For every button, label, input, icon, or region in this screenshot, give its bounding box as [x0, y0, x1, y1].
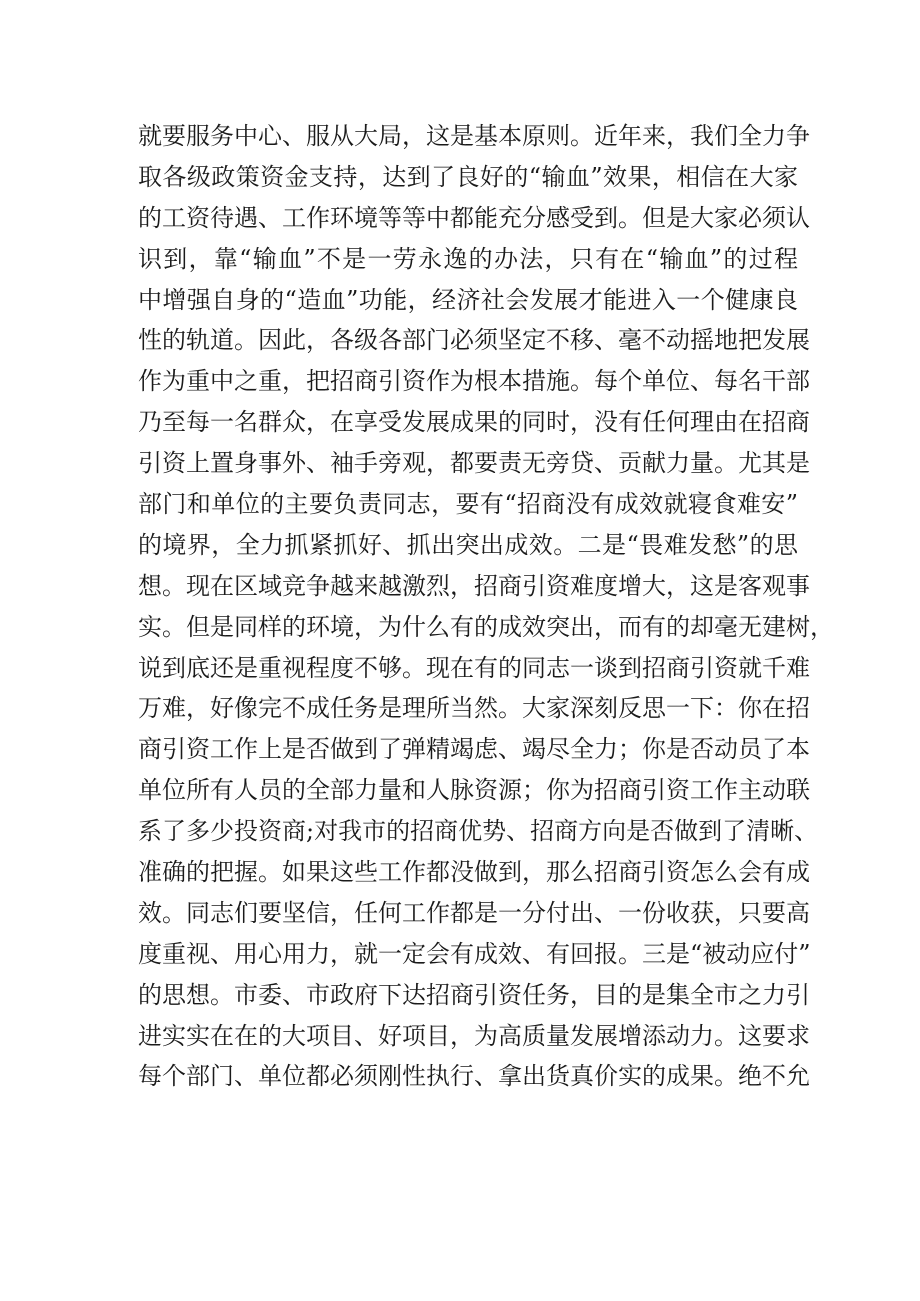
- text-line: 实。但是同样的环境，为什么有的成效突出，而有的却毫无建树，: [138, 612, 834, 641]
- text-line: 单位所有人员的全部力量和人脉资源；你为招商引资工作主动联: [138, 776, 810, 805]
- text-line: 进实实在在的大项目、好项目，为高质量发展增添动力。这要求: [138, 1021, 810, 1050]
- text-line: 就要服务中心、服从大局，这是基本原则。近年来，我们全力争: [138, 122, 810, 150]
- text-line: 部门和单位的主要负责同志，要有“招商没有成效就寝食难安”: [138, 490, 798, 519]
- text-line: 每个部门、单位都必须刚性执行、拿出货真价实的成果。绝不允: [138, 1062, 810, 1091]
- text-line: 作为重中之重，把招商引资作为根本措施。每个单位、每名干部: [138, 367, 810, 396]
- text-line: 商引资工作上是否做到了弹精竭虑、竭尽全力；你是否动员了本: [138, 735, 810, 764]
- text-line: 的思想。市委、市政府下达招商引资任务，目的是集全市之力引: [138, 980, 810, 1009]
- text-line: 准确的把握。如果这些工作都没做到，那么招商引资怎么会有成: [138, 858, 810, 887]
- text-line: 引资上置身事外、袖手旁观，都要责无旁贷、贡献力量。尤其是: [138, 449, 810, 478]
- text-line: 想。现在区域竞争越来越激烈，招商引资难度增大，这是客观事: [138, 571, 810, 600]
- text-line: 万难，好像完不成任务是理所当然。大家深刻反思一下：你在招: [138, 694, 810, 723]
- text-line: 取各级政策资金支持，达到了良好的“输血”效果，相信在大家: [138, 162, 798, 191]
- text-line: 说到底还是重视程度不够。现在有的同志一谈到招商引资就千难: [138, 653, 810, 682]
- text-line: 中增强自身的“造血”功能，经济社会发展才能进入一个健康良: [138, 285, 798, 314]
- text-line: 的境界，全力抓紧抓好、抓出突出成效。二是“畏难发愁”的思: [138, 530, 798, 559]
- body-text: [138, 116, 834, 1097]
- text-line: 效。同志们要坚信，任何工作都是一分付出、一份收获，只要高: [138, 898, 810, 927]
- text-line: 系了多少投资商;对我市的招商优势、招商方向是否做到了清晰、: [138, 817, 819, 846]
- text-line: 的工资待遇、工作环境等等中都能充分感受到。但是大家必须认: [138, 203, 810, 232]
- text-line: 乃至每一名群众，在享受发展成果的同时，没有任何理由在招商: [138, 408, 810, 437]
- text-line: 识到，靠“输血”不是一劳永逸的办法，只有在“输血”的过程: [138, 244, 798, 273]
- text-line: 性的轨道。因此，各级各部门必须坚定不移、毫不动摇地把发展: [138, 326, 810, 355]
- text-line: 度重视、用心用力，就一定会有成效、有回报。三是“被动应付”: [138, 939, 811, 968]
